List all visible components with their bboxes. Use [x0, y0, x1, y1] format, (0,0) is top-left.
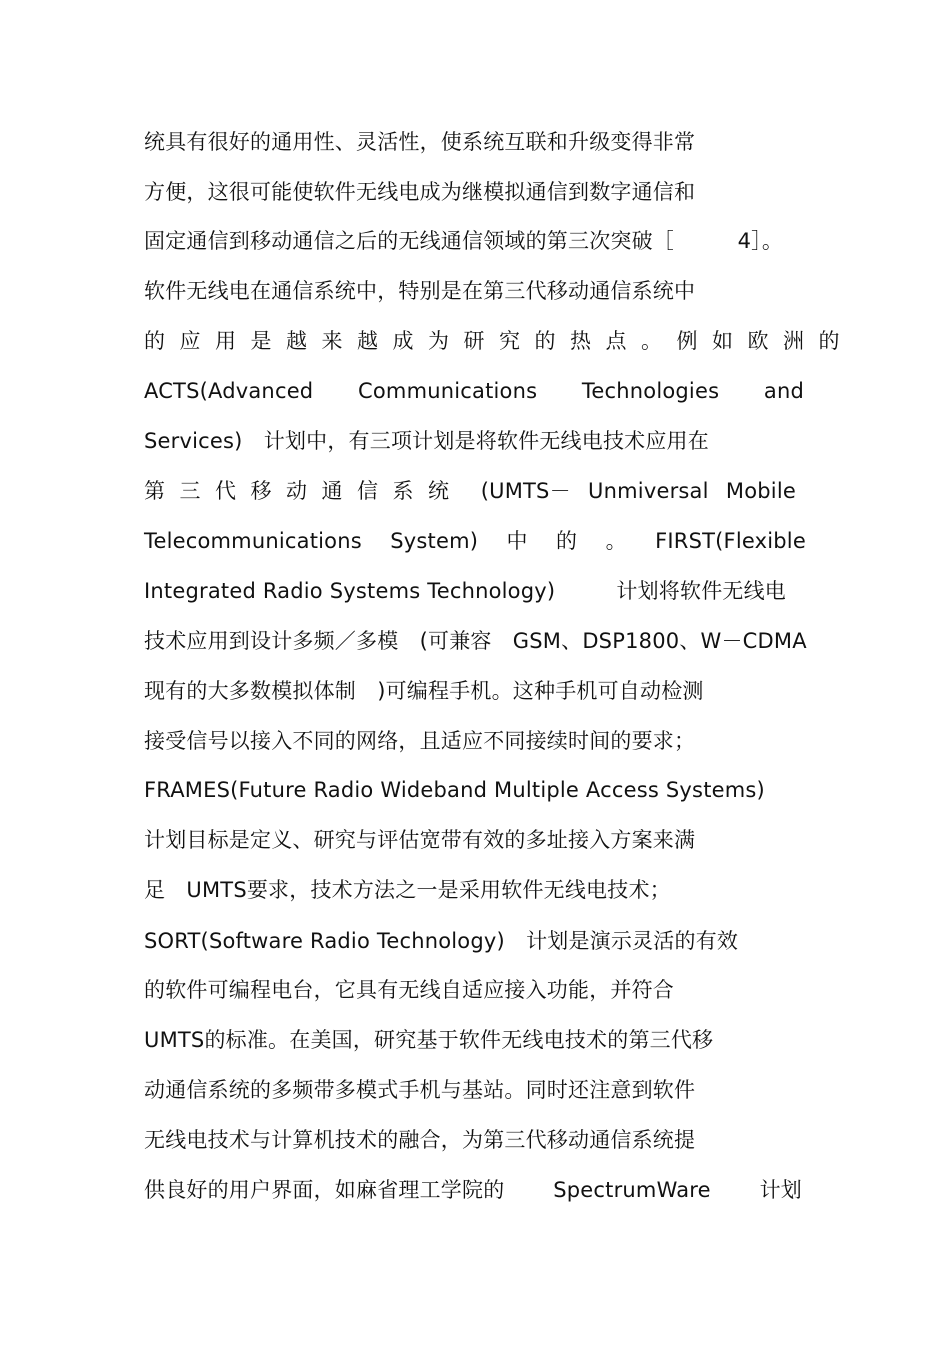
word: Telecommunications — [144, 529, 362, 553]
text-line-1: 统具有很好的通用性、灵活性，使系统互联和升级变得非常 — [144, 130, 696, 154]
word: 的 — [556, 529, 578, 553]
word: Mobile — [725, 479, 796, 503]
word: FIRST(Flexible — [655, 529, 806, 553]
text-line-17: SORT(Software Radio Technology) 计划是演示灵活的有效 — [144, 929, 739, 953]
text-line-10 — [144, 575, 786, 607]
word: 中 — [506, 529, 528, 553]
text-line-20: 动通信系统的多频带多模式手机与基站。同时还注意到软件 — [144, 1078, 696, 1102]
word: ACTS(Advanced — [144, 379, 314, 403]
word: (UMTS－ — [480, 479, 571, 503]
word: 计划将软件无线电 — [616, 579, 786, 603]
word: Communications — [358, 379, 538, 403]
word: Technologies — [581, 379, 720, 403]
text-line-3: 固定通信到移动通信之后的无线通信领域的第三次突破［ 4］。 — [144, 229, 784, 253]
text-line-12: 现有的大多数模拟体制 )可编程手机。这种手机可自动检测 — [144, 679, 704, 703]
word: 供良好的用户界面，如麻省理工学院的 — [144, 1178, 505, 1202]
word: 。 — [605, 529, 627, 553]
text-line-7: Services) 计划中，有三项计划是将软件无线电技术应用在 — [144, 429, 709, 453]
word: System) — [390, 529, 479, 553]
text-line-6 — [144, 375, 804, 407]
text-line-4: 软件无线电在通信系统中，特别是在第三代移动通信系统中 — [144, 279, 696, 303]
word: SpectrumWare — [553, 1178, 711, 1202]
text-line-22 — [144, 1174, 802, 1206]
text-line-18: 的软件可编程电台，它具有无线自适应接入功能，并符合 — [144, 978, 674, 1002]
word: Unmiversal — [588, 479, 709, 503]
text-line-11: 技术应用到设计多频／多模 (可兼容 GSM、DSP1800、W－CDMA — [144, 629, 807, 653]
text-line-19: UMTS的标准。在美国，研究基于软件无线电技术的第三代移 — [144, 1028, 714, 1052]
text-line-21: 无线电技术与计算机技术的融合，为第三代移动通信系统提 — [144, 1128, 696, 1152]
word: Integrated Radio Systems Technology) — [144, 579, 556, 603]
word: 计划 — [759, 1178, 802, 1202]
word: 第三代移动通信系统 — [144, 479, 464, 503]
word: and — [763, 379, 804, 403]
text-line-5: 的应用是越来越成为研究的热点。例如欧洲的 — [144, 329, 854, 353]
text-line-14: FRAMES(Future Radio Wideband Multiple Access Systems) — [144, 778, 765, 802]
text-line-16: 足 UMTS要求，技术方法之一是采用软件无线电技术； — [144, 878, 671, 902]
text-line-9 — [144, 525, 806, 557]
text-line-13: 接受信号以接入不同的网络，且适应不同接续时间的要求； — [144, 729, 696, 753]
text-line-15: 计划目标是定义、研究与评估宽带有效的多址接入方案来满 — [144, 828, 696, 852]
text-line-8 — [144, 475, 796, 507]
text-line-2: 方便，这很可能使软件无线电成为继模拟通信到数字通信和 — [144, 180, 696, 204]
